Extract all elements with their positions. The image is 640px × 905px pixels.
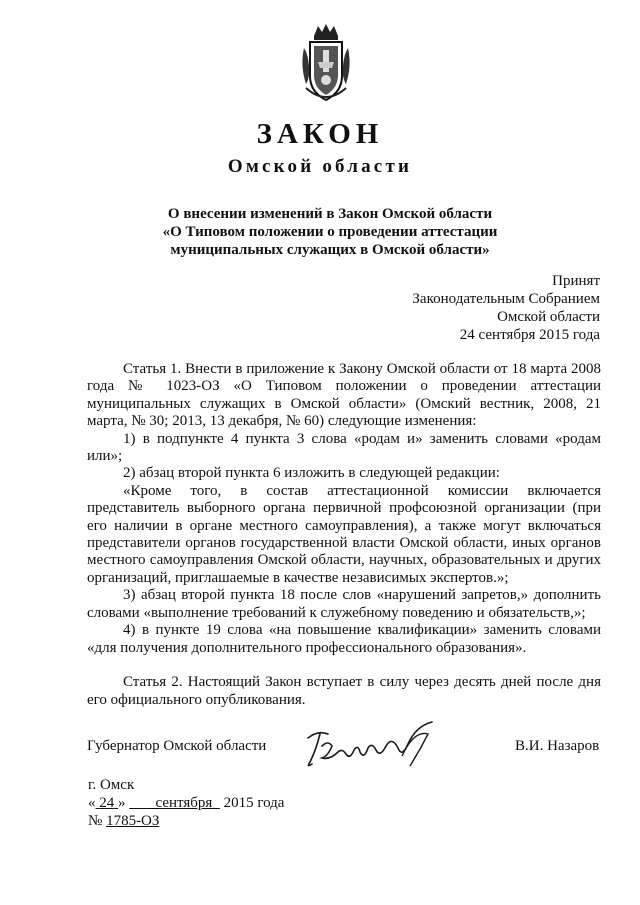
law-region: Омской области [227, 156, 413, 177]
date-month [129, 795, 220, 811]
adoption-line: Омской области [497, 309, 600, 325]
law-number [88, 813, 159, 830]
law-title: ЗАКОН [256, 118, 384, 150]
date-close-quote: » [118, 795, 126, 811]
date-year: 2015 года [223, 795, 285, 811]
date-open-quote: « [88, 795, 96, 811]
coat-of-arms-icon [296, 22, 356, 106]
adoption-block [412, 272, 600, 344]
signer-position: Губернатор Омской области [87, 738, 267, 754]
number-sign: № [88, 813, 103, 829]
heading-line: муниципальных служащих в Омской области» [170, 242, 490, 258]
adoption-line: Законодательным Собранием [412, 291, 600, 307]
amendment-item: 2) абзац второй пункта 6 изложить в следующей редакции: [123, 465, 500, 482]
amendment-item: 4) в пункте 19 слова «на повышение квалификации» заменить словами «для получения дополнительного профессионального образования». [87, 622, 601, 656]
amendment-quote: «Кроме того, в состав аттестационной комиссии включается представитель выборного органа первичной профсоюзной организации (при его наличии в органе местного самоуправления), а также могут включаться представители органов государственной власти Омской области, иных органов местного самоуправления Омской области, научных, образовательных и других организаций, приглашаемые в качестве независимых экспертов.»; [87, 482, 601, 586]
heading-line: О внесении изменений в Закон Омской области [167, 206, 493, 222]
issue-date [88, 795, 284, 812]
amendment-item: 3) абзац второй пункта 18 после слов «нарушений запретов,» дополнить словами «выполнение требований к служебному поведению и обязательств,»; [87, 587, 601, 621]
handwritten-signature-icon [298, 716, 448, 776]
adoption-line: Принят [552, 273, 600, 289]
number-value: 1785-ОЗ [106, 813, 160, 829]
heading-line: «О Типовом положении о проведении аттестации [162, 224, 498, 240]
date-day [96, 795, 119, 811]
law-heading [140, 205, 520, 259]
date-day-value: 24 [99, 795, 115, 811]
article-2: Статья 2. Настоящий Закон вступает в силу через десять дней после дня его официального опубликования. [87, 674, 601, 708]
signer-name: В.И. Назаров [515, 738, 600, 754]
date-month-value: сентября [155, 795, 213, 811]
law-body [87, 361, 601, 709]
amendment-item: 1) в подпункте 4 пункта 3 слова «родам и» заменить словами «родам или»; [87, 430, 601, 465]
adoption-date: 24 сентября 2015 года [459, 327, 600, 343]
issue-city: г. Омск [88, 777, 135, 793]
article-1: Статья 1. Внести в приложение к Закону Омской области от 18 марта 2008 года № 1023-ОЗ «О Типовом положении о проведении аттестации муниципальных служащих в Омской области» (Омский вестник, 2008, 21 марта, № 30; 2013, 13 декабря, № 60) следующие изменения: [87, 361, 601, 430]
